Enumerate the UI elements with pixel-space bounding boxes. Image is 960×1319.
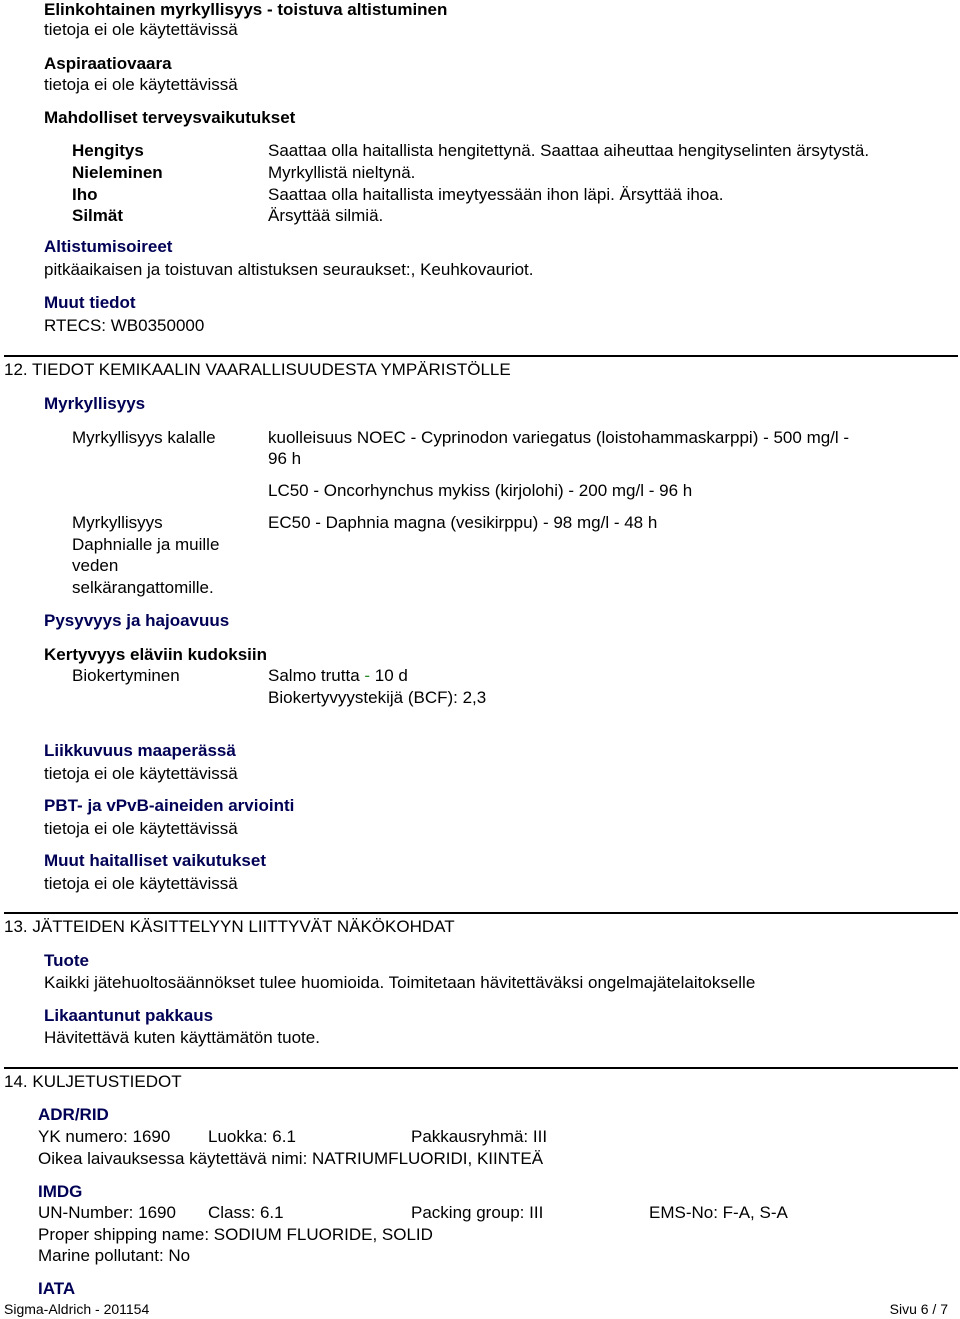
bioaccumulation-label: Biokertyminen: [72, 666, 180, 685]
fish-toxicity-line: kuolleisuus NOEC - Cyprinodon variegatus (loistohammaskarppi) - 500 mg/l -: [268, 428, 850, 447]
packaging-disposal-text: Hävitettävä kuten käyttämätön tuote.: [44, 1028, 320, 1047]
imdg-marine-pollutant: Marine pollutant: No: [38, 1246, 191, 1265]
exposure-time: 10 d: [374, 666, 408, 685]
product-disposal-title: Tuote: [44, 951, 90, 970]
section-12-heading: 12. TIEDOT KEMIKAALIN VAARALLISUUDESTA YMPÄRISTÖLLE: [4, 360, 511, 379]
bioaccumulation-factor: Biokertyvyystekijä (BCF): 2,3: [268, 688, 487, 707]
aspiration-title: Aspiraatiovaara: [44, 54, 172, 73]
bioaccumulation-species: [268, 666, 408, 686]
soil-mobility-title: Liikkuvuus maaperässä: [44, 741, 236, 760]
chronic-toxicity-title: Elinkohtainen myrkyllisyys - toistuva altistuminen: [44, 0, 448, 19]
adr-class: Luokka: 6.1: [208, 1127, 296, 1146]
section-divider: [4, 1067, 958, 1069]
imdg-un-number: UN-Number: 1690: [38, 1203, 176, 1222]
product-disposal-text: Kaikki jätehuoltosäännökset tulee huomioida. Toimitetaan hävitettäväksi ongelmajätelaitokselle: [44, 973, 756, 992]
species-name: Salmo trutta: [268, 666, 360, 685]
effect-text: Myrkyllistä nieltynä.: [268, 163, 416, 182]
adr-un-number: YK numero: 1690: [38, 1127, 171, 1146]
adverse-effects-title: Muut haitalliset vaikutukset: [44, 851, 266, 870]
bioaccumulation-title: Kertyvyys eläviin kudoksiin: [44, 645, 267, 664]
section-13-heading: 13. JÄTTEIDEN KÄSITTELYYN LIITTYVÄT NÄKÖKOHDAT: [4, 917, 455, 936]
effect-text: Ärsyttää silmiä.: [268, 206, 384, 225]
footer-company: Sigma-Aldrich - 201154: [4, 1301, 150, 1317]
other-info-title: Muut tiedot: [44, 293, 136, 312]
adr-rid-title: ADR/RID: [38, 1105, 109, 1124]
imdg-title: IMDG: [38, 1182, 83, 1201]
adr-packing-group: Pakkausryhmä: III: [411, 1127, 548, 1146]
imdg-class: Class: 6.1: [208, 1203, 284, 1222]
imdg-packing-group: Packing group: III: [411, 1203, 544, 1222]
chronic-toxicity-text: tietoja ei ole käytettävissä: [44, 20, 238, 39]
daphnia-toxicity-label: selkärangattomille.: [72, 578, 214, 597]
section-divider: [4, 912, 958, 914]
separator-dash: -: [364, 666, 371, 685]
iata-title: IATA: [38, 1279, 76, 1298]
effect-route: Iho: [72, 185, 98, 204]
daphnia-toxicity-label: Daphnialle ja muille: [72, 535, 220, 554]
imdg-shipping-name: Proper shipping name: SODIUM FLUORIDE, SOLID: [38, 1225, 433, 1244]
health-effects-title: Mahdolliset terveysvaikutukset: [44, 108, 296, 127]
footer-page-number: Sivu 6 / 7: [889, 1301, 948, 1317]
daphnia-toxicity-label: veden: [72, 556, 119, 575]
effect-text: Saattaa olla haitallista hengitettynä. Saattaa aiheuttaa hengityselinten ärsytystä.: [268, 141, 870, 160]
effect-route: Silmät: [72, 206, 124, 225]
pbt-text: tietoja ei ole käytettävissä: [44, 819, 238, 838]
fish-toxicity-label: Myrkyllisyys kalalle: [72, 428, 216, 447]
daphnia-toxicity-label: Myrkyllisyys: [72, 513, 163, 532]
pbt-title: PBT- ja vPvB-aineiden arviointi: [44, 796, 295, 815]
imdg-ems-number: EMS-No: F-A, S-A: [649, 1203, 788, 1222]
other-info-text: RTECS: WB0350000: [44, 316, 205, 335]
soil-mobility-text: tietoja ei ole käytettävissä: [44, 764, 238, 783]
exposure-signs-text: pitkäaikaisen ja toistuvan altistuksen seuraukset:, Keuhkovauriot.: [44, 260, 534, 279]
persistence-title: Pysyvyys ja hajoavuus: [44, 611, 230, 630]
aspiration-text: tietoja ei ole käytettävissä: [44, 75, 238, 94]
section-divider: [4, 355, 958, 357]
toxicity-title: Myrkyllisyys: [44, 394, 146, 413]
effect-route: Hengitys: [72, 141, 144, 160]
packaging-disposal-title: Likaantunut pakkaus: [44, 1006, 214, 1025]
adverse-effects-text: tietoja ei ole käytettävissä: [44, 874, 238, 893]
exposure-signs-title: Altistumisoireet: [44, 237, 173, 256]
daphnia-toxicity-text: EC50 - Daphnia magna (vesikirppu) - 98 mg/l - 48 h: [268, 513, 658, 532]
adr-shipping-name: Oikea laivauksessa käytettävä nimi: NATRIUMFLUORIDI, KIINTEÄ: [38, 1149, 544, 1168]
effect-text: Saattaa olla haitallista imeytyessään ihon läpi. Ärsyttää ihoa.: [268, 185, 724, 204]
fish-toxicity-line: LC50 - Oncorhynchus mykiss (kirjolohi) - 200 mg/l - 96 h: [268, 481, 693, 500]
section-14-heading: 14. KULJETUSTIEDOT: [4, 1072, 182, 1091]
fish-toxicity-line: 96 h: [268, 449, 302, 468]
effect-route: Nieleminen: [72, 163, 163, 182]
